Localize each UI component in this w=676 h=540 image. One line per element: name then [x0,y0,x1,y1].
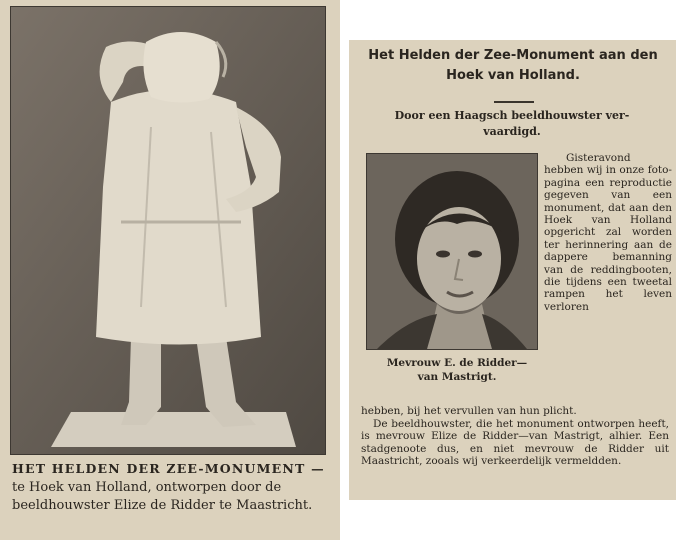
right-article-column [349,40,676,500]
photo-caption [12,460,332,516]
monument-statue-image [11,7,325,454]
caption-line: beeldhouwster Elize de Ridder te Maastricht. [12,498,313,513]
portrait-woman-image [367,154,537,349]
article-headline [357,46,669,86]
subhead-line: Door een Haagsch beeldhouwster ver- [394,109,630,122]
headline-divider [494,101,534,103]
headline-line: Het Helden der Zee-Monument aan den [368,48,658,63]
portrait-caption [363,356,551,384]
article-paragraph: De beeldhouwster, die het monument ontworpen heeft, is mevrouw Elize de Ridder—van Mastrigt, alhier. Een stadgenoote dus, en niet mevrouw de Ridder uit Maastricht, zooals wij verkeerdelijk vermeldden. [361,418,669,468]
caption-heading: HET HELDEN DER ZEE-MONUMENT — [12,461,325,476]
portrait-caption-line: Mevrouw E. de Ridder— [386,357,528,369]
portrait-photo [366,153,538,350]
article-paragraph: Gisteravond hebben wij in onze foto-pagina een reproductie gegeven van een monument, dat aan den Hoek van Holland opgericht zal worden ter herinnering aan de dappere bemanning van de reddingbooten, die tijdens een tweetal rampen het leven verloren [544,152,672,313]
portrait-caption-line: van Mastrigt. [417,371,497,383]
subhead-line: vaardigd. [483,125,541,138]
caption-line: te Hoek van Holland, ontworpen door de [12,479,282,495]
monument-photo [10,6,326,455]
article-subheading [359,108,665,140]
headline-line: Hoek van Holland. [446,68,580,83]
article-paragraph-continuation: hebben, bij het vervullen van hun plicht. [361,405,577,417]
